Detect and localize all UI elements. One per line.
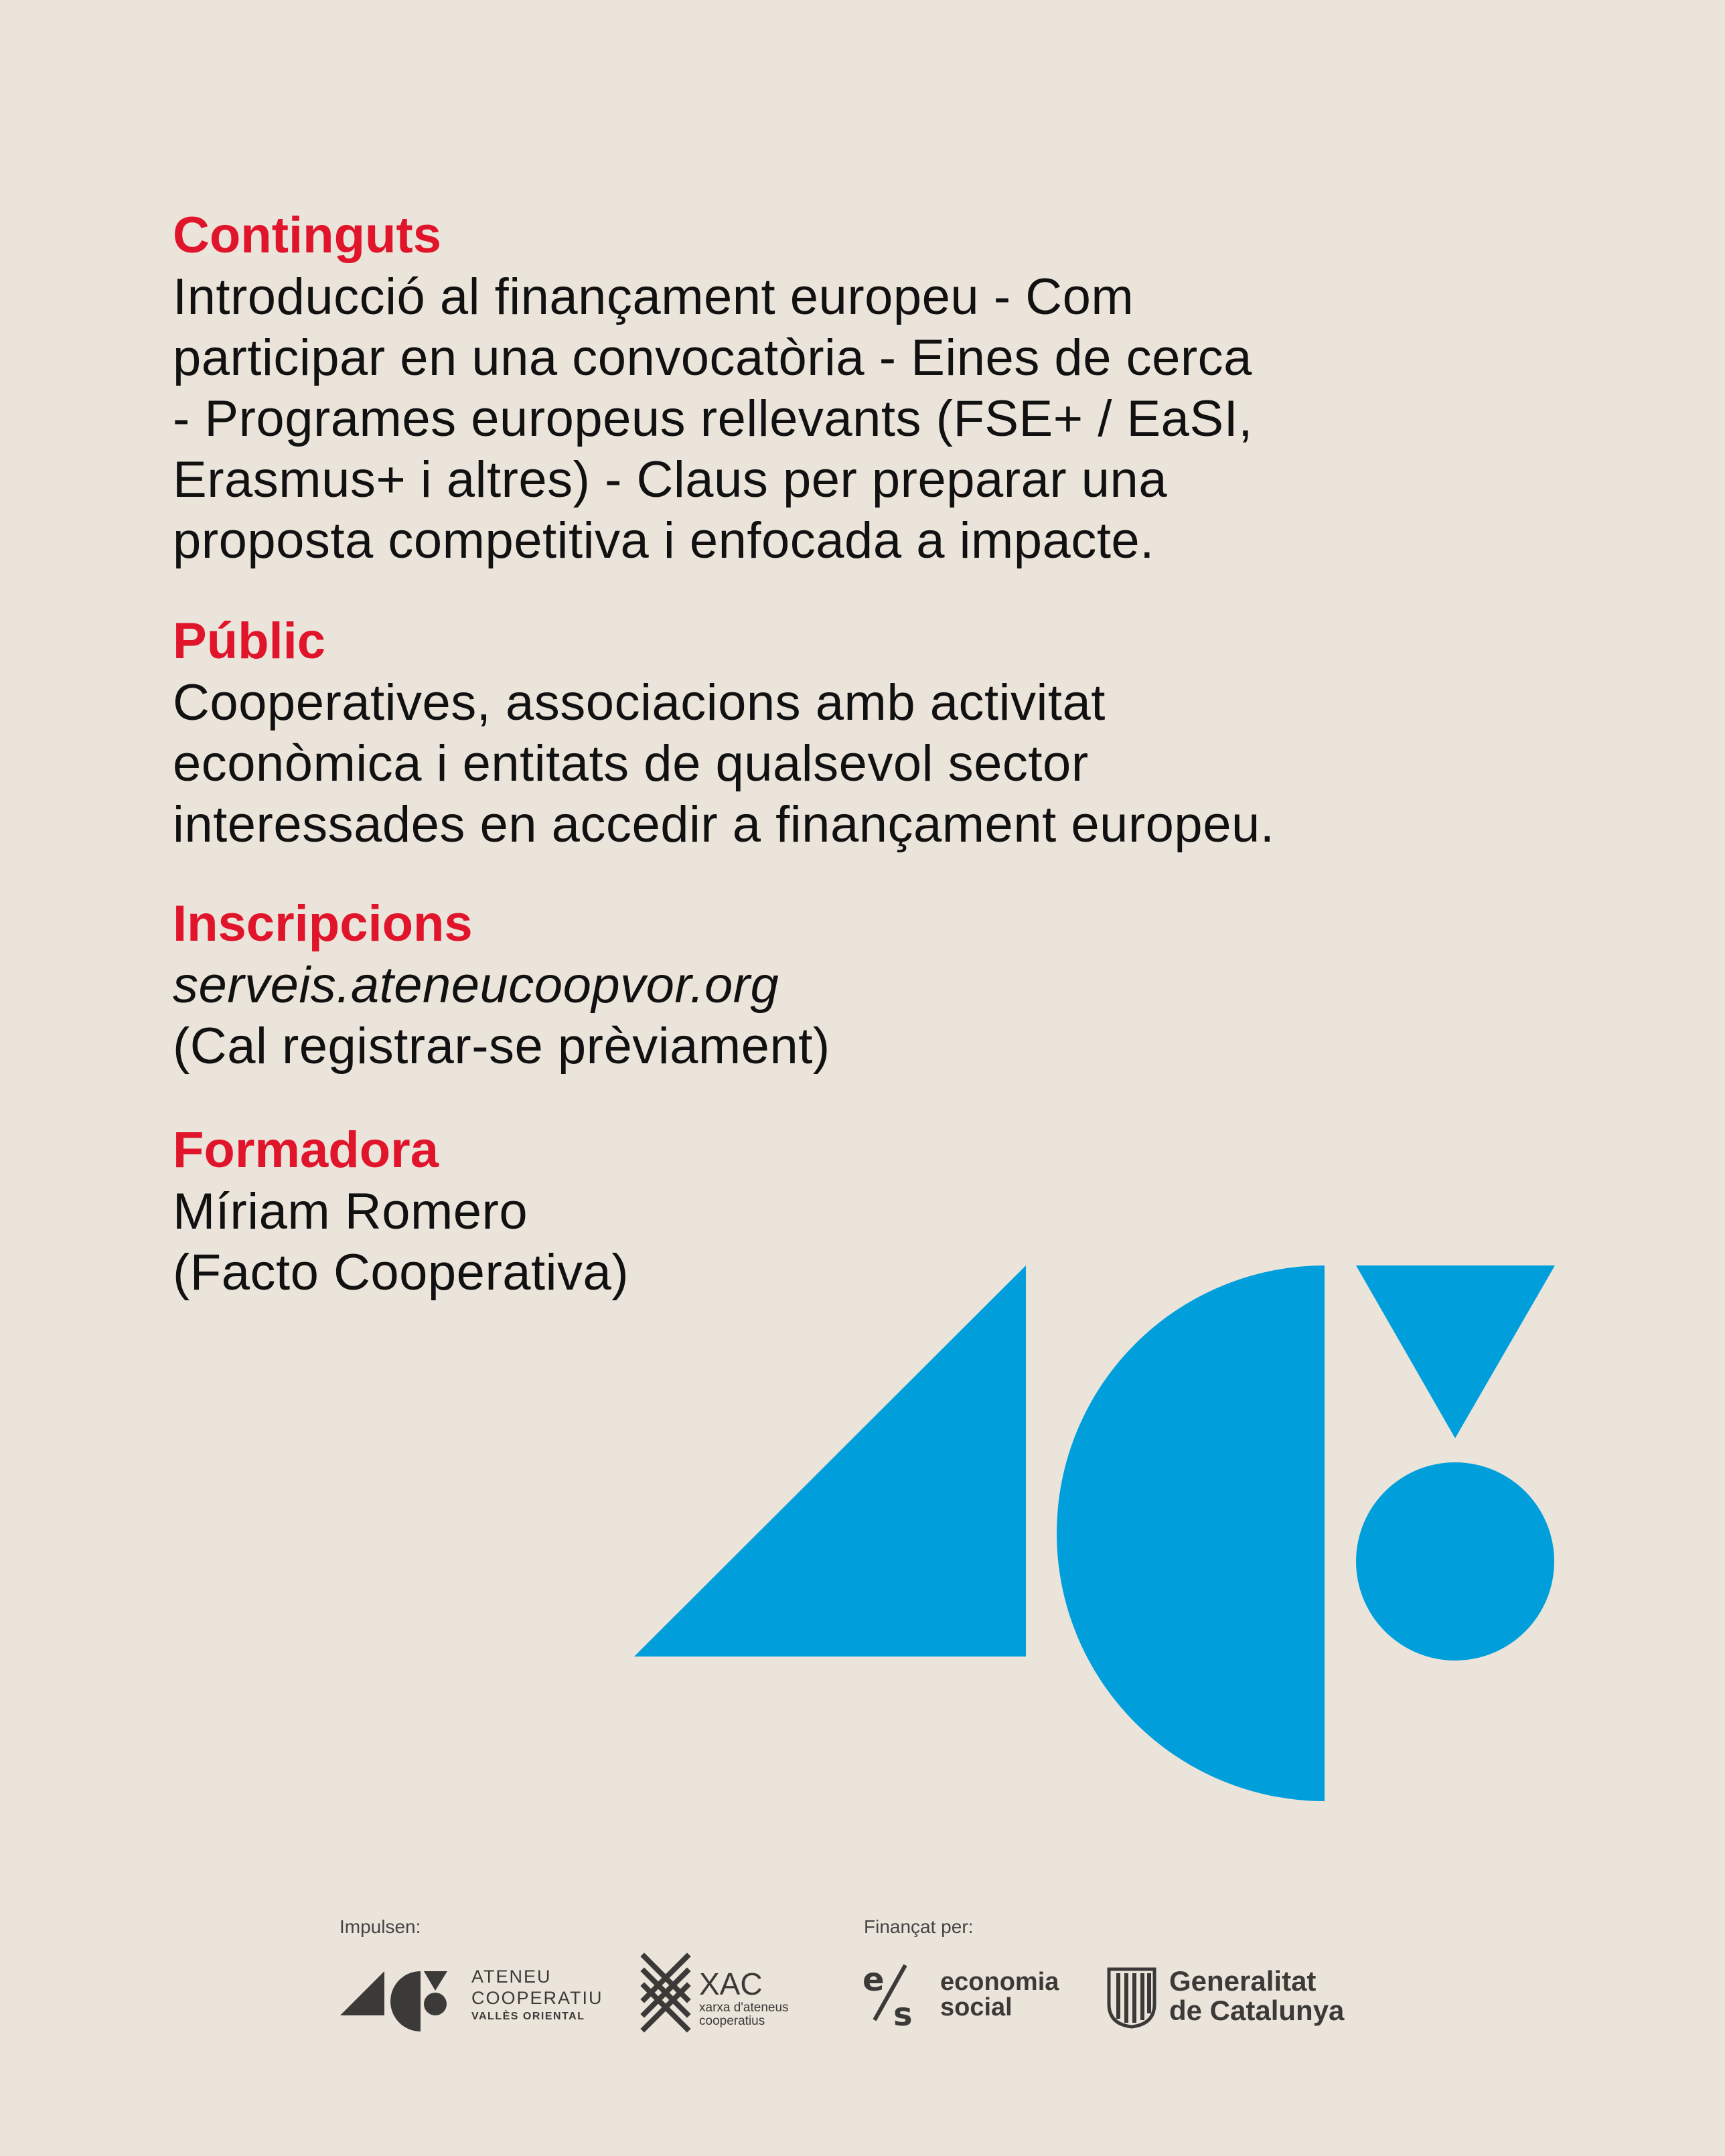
generalitat-shield-icon [1105, 1962, 1158, 2029]
contingut-text [173, 266, 1579, 571]
inscripcions-note: (Cal registrar-se prèviament) [173, 1018, 830, 1075]
section-contingut [173, 205, 1579, 571]
public-line: econòmica i entitats de qualsevol sector [173, 735, 1089, 792]
inscripcions-link[interactable]: serveis.ateneucoopvor.org [173, 957, 779, 1014]
es-line1: economia [940, 1968, 1059, 1996]
formadora-text [173, 1181, 1579, 1303]
contingut-line: Introducció al finançament europeu - Com [173, 268, 1134, 325]
generalitat-logo [1105, 1958, 1386, 2032]
contingut-line: proposta competitiva i enfocada a impacte. [173, 512, 1154, 569]
ateneu-mark-icon [340, 1958, 461, 2032]
svg-text:e: e [862, 1961, 885, 1999]
contingut-line: - Programes europeus rellevants (FSE+ / EaSI, [173, 390, 1253, 447]
generalitat-line2: de Catalunya [1169, 1995, 1345, 2026]
xac-mark-icon [640, 1952, 691, 2033]
es-line2: social [940, 1993, 1012, 2021]
xac-title: XAC [699, 1967, 763, 2001]
logo-triangle [634, 1265, 1026, 1657]
generalitat-line1: Generalitat [1169, 1965, 1317, 1997]
section-formadora [173, 1120, 1579, 1303]
contingut-line: participar en una convocatòria - Eines de cerca [173, 329, 1252, 386]
es-mark-icon [861, 1958, 928, 2032]
logo-circle [1356, 1462, 1554, 1661]
contingut-line: Erasmus+ i altres) - Claus per preparar una [173, 451, 1168, 508]
impulsen-label: Impulsen: [340, 1916, 421, 1937]
ateneu-line1: ATENEU [471, 1967, 552, 1987]
section-public [173, 611, 1579, 855]
xac-logo [640, 1952, 814, 2033]
ateneu-line2: COOPERATIU [471, 1988, 603, 2008]
heading-formadora: Formadora [173, 1122, 439, 1178]
ateneu-line3: VALLÈS ORIENTAL [471, 2011, 585, 2022]
xac-line2: cooperatius [699, 2014, 765, 2028]
inscripcions-text [173, 955, 1579, 1077]
heading-public: Públic [173, 613, 326, 670]
financat-label: Finançat per: [864, 1916, 974, 1937]
public-line: interessades en accedir a finançament europeu. [173, 796, 1275, 853]
xac-line1: xarxa d'ateneus [699, 2001, 789, 2015]
public-line: Cooperatives, associacions amb activitat [173, 674, 1106, 731]
economia-social-logo [861, 1958, 1082, 2032]
heading-contingut: Continguts [173, 207, 442, 264]
section-inscripcions [173, 893, 1579, 1077]
formadora-name: Míriam Romero [173, 1183, 528, 1240]
svg-text:s: s [893, 1996, 913, 2032]
heading-inscripcions: Inscripcions [173, 895, 473, 952]
ateneu-cooperatiu-logo [340, 1958, 621, 2032]
logo-half-circle [1057, 1265, 1325, 1801]
formadora-org: (Facto Cooperativa) [173, 1244, 629, 1301]
public-text [173, 672, 1579, 855]
